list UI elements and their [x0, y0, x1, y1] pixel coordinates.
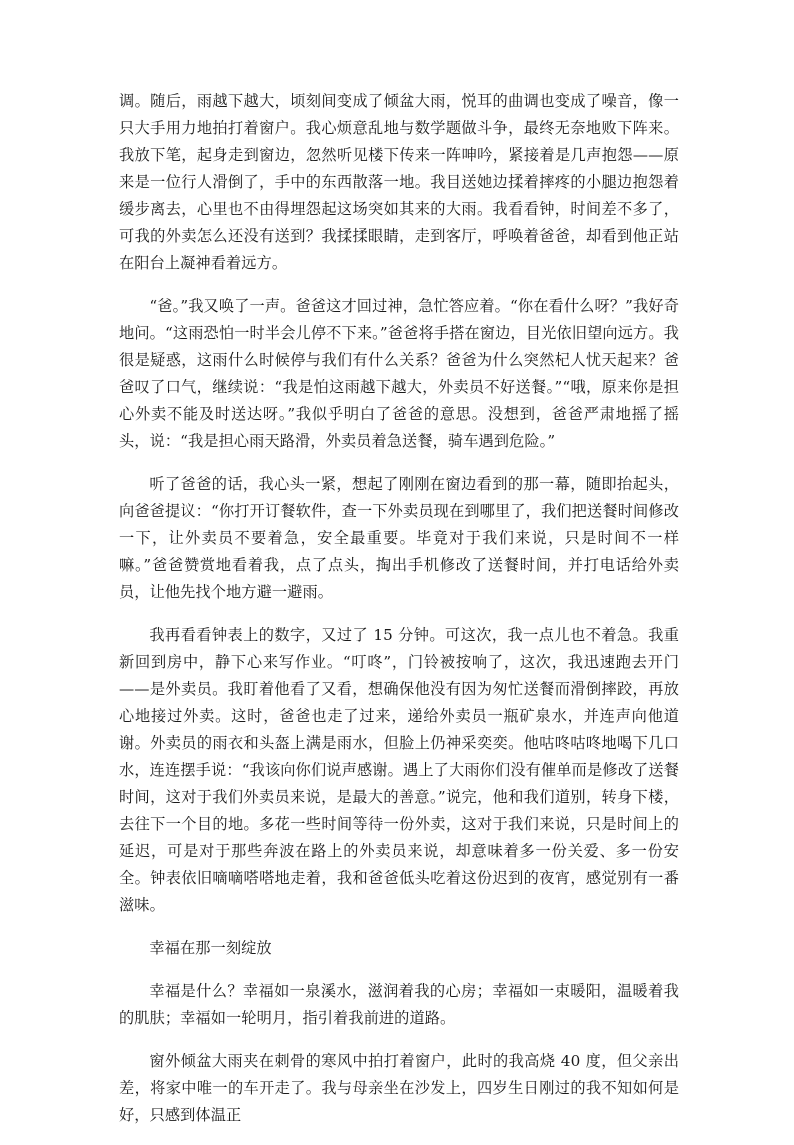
paragraph-4: 我再看看钟表上的数字，又过了 15 分钟。可这次，我一点儿也不着急。我重新回到房中，静下心来写作业。“叮咚”，门铃被按响了，这次，我迅速跑去开门——是外卖员。我盯着他看了又看，想确保他没有因为匆忙送餐而滑倒摔跤，再放心地接过外卖。这时，爸爸也走了过来，递给外卖员一瓶矿泉水，并连声向他道谢。外卖员的雨衣和头盔上满是雨水，但脸上仍神采奕奕。他咕咚咕咚地喝下几口水，连连摆手说：“我该向你们说声感谢。遇上了大雨你们没有催单而是修改了送餐时间，这对于我们外卖员来说，是最大的善意。”说完，他和我们道别，转身下楼，去往下一个目的地。多花一些时间等待一份外卖，这对于我们来说，只是时间上的延迟，可是对于那些奔波在路上的外卖员来说，却意味着多一份关爱、多一份安全。钟表依旧嘀嘀嗒嗒地走着，我和爸爸低头吃着这份迟到的夜宵，感觉别有一番滋味。: [119, 626, 679, 914]
section-heading: 幸福在那一刻绽放: [149, 939, 272, 957]
paragraph-5: 幸福是什么？幸福如一泉溪水，滋润着我的心房；幸福如一束暖阳，温暖着我的肌肤；幸福如一轮明月，指引着我前进的道路。: [119, 982, 679, 1027]
paragraph-3: 听了爸爸的话，我心头一紧，想起了刚刚在窗边看到的那一幕，随即抬起头，向爸爸提议：“你打开订餐软件，查一下外卖员现在到哪里了，我们把送餐时间修改一下，让外卖员不要着急，安全最重要。毕竟对于我们来说，只是时间不一样嘛。”爸爸赞赏地看着我，点了点头，掏出手机修改了送餐时间，并打电话给外卖员，让他先找个地方避一避雨。: [119, 475, 679, 601]
paragraph-1: 调。随后，雨越下越大，顷刻间变成了倾盆大雨，悦耳的曲调也变成了噪音，像一只大手用力地拍打着窗户。我心烦意乱地与数学题做斗争，最终无奈地败下阵来。我放下笔，起身走到窗边，忽然听见楼下传来一阵呻吟，紧接着是几声抱怨——原来是一位行人滑倒了，手中的东西散落一地。我目送她边揉着摔疼的小腿边抱怨着缓步离去，心里也不由得埋怨起这场突如其来的大雨。我看看钟，时间差不多了，可我的外卖怎么还没有送到？我揉揉眼睛，走到客厅，呼唤着爸爸，却看到他正站在阳台上凝神看着远方。: [119, 92, 679, 272]
paragraph-6: 窗外倾盆大雨夹在刺骨的寒风中拍打着窗户，此时的我高烧 40 度，但父亲出差，将家中唯一的车开走了。我与母亲坐在沙发上，四岁生日刚过的我不知如何是好，只感到体温正: [119, 1052, 679, 1124]
document-body: [119, 88, 679, 1145]
paragraph-2: “爸。”我又唤了一声。爸爸这才回过神，急忙答应着。“你在看什么呀？”我好奇地问。“这雨恐怕一时半会儿停不下来。”爸爸将手搭在窗边，目光依旧望向远方。我很是疑惑，这雨什么时候停与我们有什么关系？爸爸为什么突然杞人忧天起来？爸爸叹了口气，继续说：“我是怕这雨越下越大，外卖员不好送餐。”“哦，原来你是担心外卖不能及时送达呀。”我似乎明白了爸爸的意思。没想到，爸爸严肃地摇了摇头，说：“我是担心雨天路滑，外卖员着急送餐，骑车遇到危险。”: [119, 297, 679, 450]
